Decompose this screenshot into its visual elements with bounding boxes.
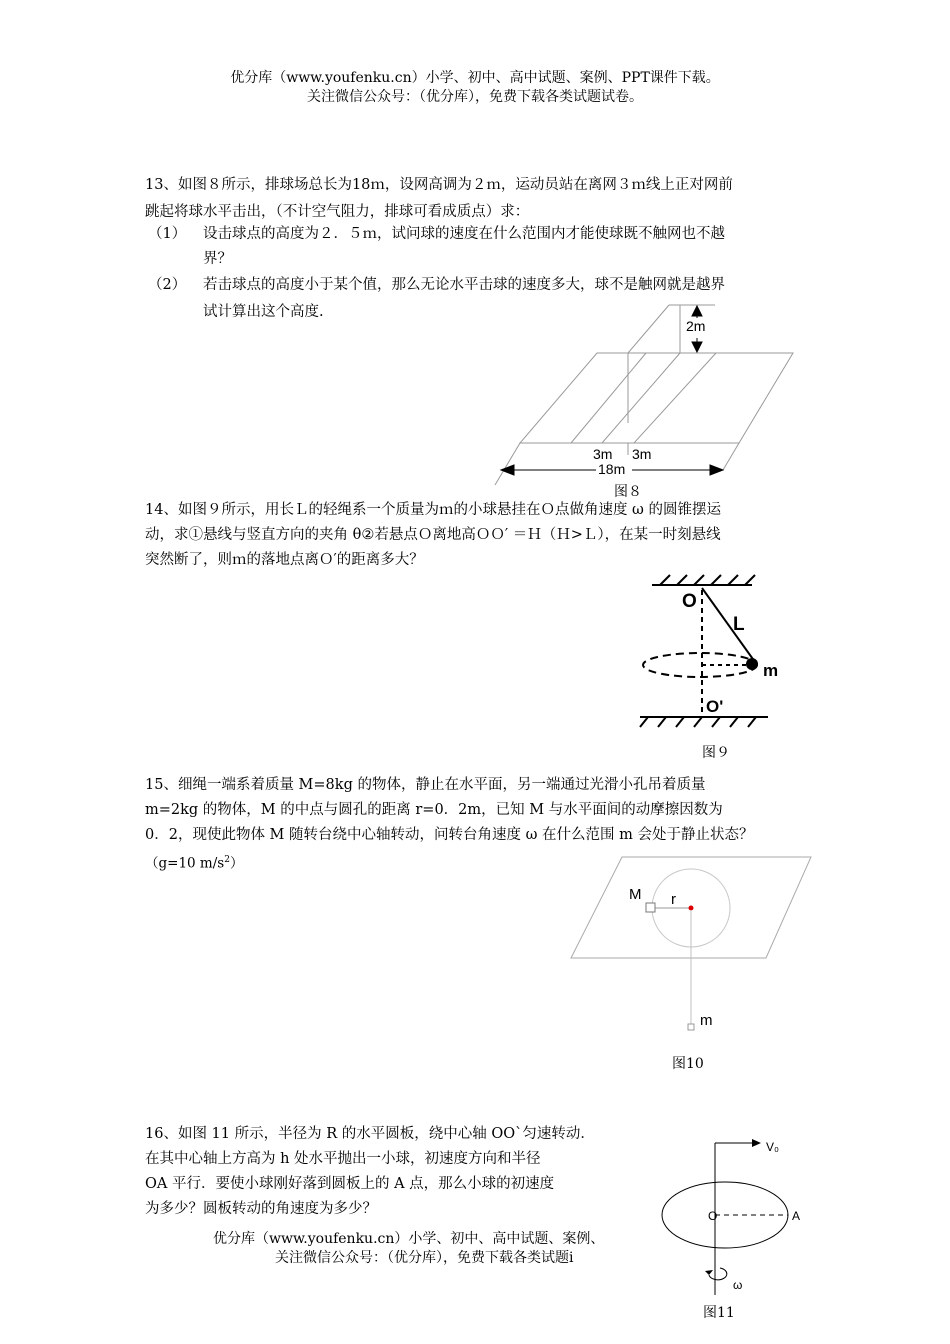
q14-line-3: 突然断了，则ｍ的落地点离Ｏ′的距离多大？ xyxy=(145,552,424,568)
total-length-label: 18m xyxy=(598,461,626,477)
rotation-arrow-head xyxy=(705,1270,713,1275)
q15-line-3: 0．2，现使此物体 M 随转台绕中心轴转动，问转台角速度 ω 在什么范围 m 会处于静止状态？ xyxy=(145,827,754,843)
net-height-label: 2m xyxy=(686,318,706,334)
q13-sub2-line-2: 试计算出这个高度. xyxy=(203,304,324,320)
q15-line-4-post: ） xyxy=(229,855,244,872)
q13-sub1-line-1: 设击球点的高度为２．５ｍ，试问球的速度在什么范围内才能使球既不触网也不越 xyxy=(203,226,725,242)
q15-line-4-pre: （g=10 m/s xyxy=(145,855,225,872)
q13-line-2: 跳起将球水平击出，（不计空气阻力，排球可看成质点）求： xyxy=(145,204,530,220)
right-distance-label: 3m xyxy=(632,446,652,462)
q14-line-1: 14、如图９所示，用长Ｌ的轻绳系一个质量为ｍ的小球悬挂在Ｏ点做角速度 ω 的圆锥摆运 xyxy=(145,502,721,518)
header-line-2: 关注微信公众号：（优分库），免费下载各类试题试卷。 xyxy=(307,89,643,105)
point-o-prime-label: O' xyxy=(706,697,724,716)
q13-sub2-line-1: 若击球点的高度小于某个值，那么无论水平击球的速度多大，球不是触网就是越界 xyxy=(203,277,725,293)
label-m: m xyxy=(700,1012,713,1029)
q16-line-2: 在其中心轴上方高为 h 处水平抛出一小球，初速度方向和半径 xyxy=(145,1151,541,1167)
point-o-label: O xyxy=(708,1209,718,1223)
label-M: M xyxy=(629,886,642,903)
v0-label: V₀ xyxy=(766,1140,779,1154)
mass-m-label: m xyxy=(763,661,779,680)
left-distance-label: 3m xyxy=(593,446,613,462)
q15-line-4-sup: 2 xyxy=(224,855,230,865)
omega-label: ω xyxy=(733,1278,743,1292)
figure-11-caption: 图11 xyxy=(703,1305,735,1321)
q15-line-2: m=2kg 的物体，M 的中点与圆孔的距离 r=0．2m，已知 M 与水平面间的动摩擦因数为 xyxy=(145,802,723,818)
q13-sub1-number: （1） xyxy=(148,226,187,242)
q13-line-1: 13、如图８所示，排球场总长为18ｍ，设网高调为２ｍ，运动员站在离网３ｍ线上正对网前 xyxy=(145,177,733,193)
q16-line-3: OA 平行．要使小球刚好落到圆板上的 A 点，那么小球的初速度 xyxy=(145,1176,555,1192)
point-a-label: A xyxy=(792,1209,801,1223)
figure-8-caption: 图８ xyxy=(614,484,642,500)
figure-9-caption: 图９ xyxy=(702,745,730,761)
rotation-arrow xyxy=(709,1268,727,1280)
footer xyxy=(0,1229,634,1273)
figure-10-caption: 图10 xyxy=(672,1056,704,1072)
label-r: r xyxy=(671,891,676,908)
header-line-1: 优分库（www.youfenku.cn）小学、初中、高中试题、案例、PPT课件下载。 xyxy=(230,70,720,86)
q15-line-1: 15、细绳一端系着质量 M=8kg 的物体，静止在水平面，另一端通过光滑小孔吊着质量 xyxy=(145,777,706,793)
q16-line-1: 16、如图 11 所示，半径为 R 的水平圆板，绕中心轴 OO`匀速转动． xyxy=(145,1126,595,1142)
point-o-label: O xyxy=(682,591,697,612)
footer-line-1: 优分库（www.youfenku.cn）小学、初中、高中试题、案例、 xyxy=(213,1231,605,1247)
q14-line-2: 动，求①悬线与竖直方向的夹角 θ②若悬点Ｏ离地高ＯＯ′ ＝Ｈ（Ｈ>Ｌ），在某一时刻悬线 xyxy=(145,527,721,543)
v0-arrow-head xyxy=(752,1139,761,1147)
length-l-label: L xyxy=(733,614,745,635)
q13-sub2-number: （2） xyxy=(148,277,187,293)
footer-line-2: 关注微信公众号：（优分库），免费下载各类试题i xyxy=(275,1250,574,1266)
q16-line-4: 为多少？圆板转动的角速度为多少？ xyxy=(145,1201,377,1217)
q13-sub1-line-2: 界？ xyxy=(203,251,232,267)
